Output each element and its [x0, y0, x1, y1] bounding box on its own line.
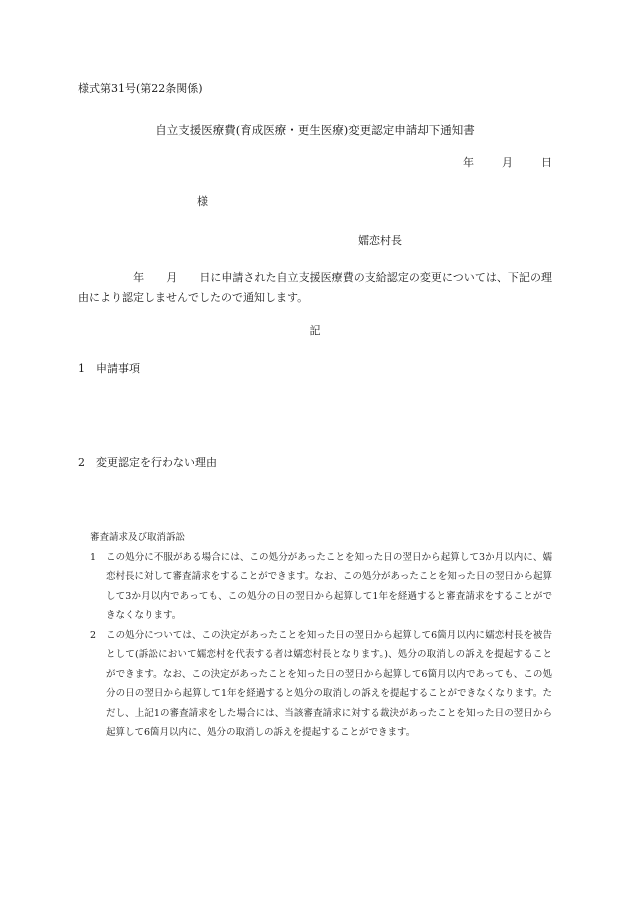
addressee: 様 — [197, 195, 208, 208]
notice-item-number: 2 — [90, 629, 97, 641]
date-day: 日 — [541, 156, 552, 169]
notice-item-number: 1 — [90, 551, 97, 563]
document-title: 自立支援医療費(育成医療・更生医療)変更認定申請却下通知書 — [155, 123, 475, 137]
notice-item — [90, 548, 552, 626]
ki-heading: 記 — [309, 324, 321, 337]
form-number: 様式第31号(第22条関係) — [78, 82, 203, 95]
notice-item — [90, 626, 552, 743]
notice-item-text: この処分に不服がある場合には、この処分があったことを知った日の翌日から起算して3か月以内に、嬬恋村長に対して審査請求をすることができます。なお、この処分があったことを知った日の翌日から起算して3か月以内であっても、この処分の日の翌日から起算して1年を経過すると審査請求をすることができなくなります。 — [106, 551, 552, 621]
section-application-items: 1 申請事項 — [78, 362, 140, 375]
notice-heading: 審査請求及び取消訴訟 — [90, 532, 186, 543]
date-month: 月 — [502, 156, 513, 169]
body-paragraph: 年 月 日に申請された自立支援医療費の支給認定の変更については、下記の理由により認定しませんでしたので通知します。 — [78, 271, 552, 304]
issuer: 嬬恋村長 — [358, 234, 402, 247]
date-line — [463, 156, 552, 170]
appeal-notice — [90, 528, 552, 743]
section-rejection-reason: 2 変更認定を行わない理由 — [78, 456, 217, 469]
date-year: 年 — [463, 156, 474, 169]
notice-item-text: この処分については、この決定があったことを知った日の翌日から起算して6箇月以内に嬬恋村長を被告として(訴訟において嬬恋村を代表する者は嬬恋村長となります。)、処分の取消しの訴えを提起することができます。なお、この決定があったことを知った日の翌日から起算して6箇月以内であっても、この処分の日の翌日から起算して1年を経過すると処分の取消しの訴えを提起することができなくなります。ただし、上記1の審査請求をした場合には、当該審査請求に対する裁決があったことを知った日の翌日から起算して6箇月以内に、処分の取消しの訴えを提起することができます。 — [106, 629, 552, 738]
